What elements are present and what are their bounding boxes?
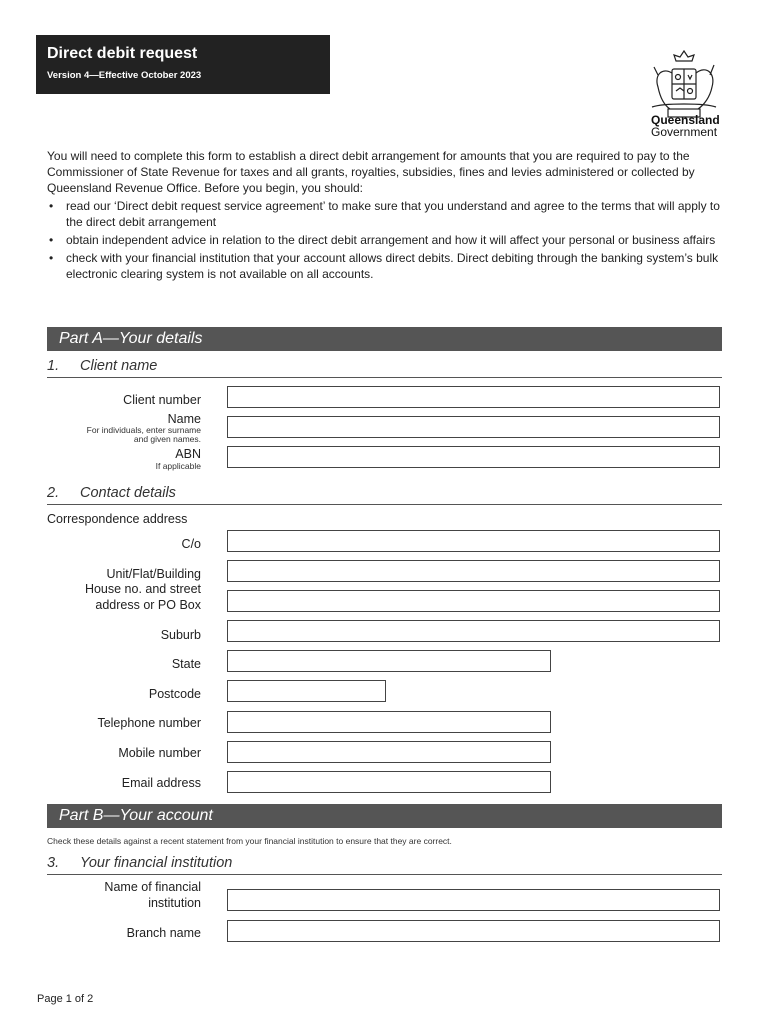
intro-block xyxy=(47,148,727,282)
telephone-input[interactable] xyxy=(227,711,551,733)
abn-hint: If applicable xyxy=(155,461,201,471)
page-number: Page 1 of 2 xyxy=(37,993,94,1005)
intro-bullet-list xyxy=(47,198,727,282)
client-number-label: Client number xyxy=(123,393,201,407)
abn-input[interactable] xyxy=(227,446,720,468)
branch-name-input[interactable] xyxy=(227,920,720,942)
part-b-title: Part B—Your account xyxy=(59,807,213,824)
section-number: 1. xyxy=(47,358,60,374)
name-label: Name xyxy=(167,412,201,426)
telephone-label: Telephone number xyxy=(97,716,201,730)
part-a-title: Part A—Your details xyxy=(59,330,203,347)
co-input[interactable] xyxy=(227,530,720,552)
address-line-2-input[interactable] xyxy=(227,590,720,612)
mobile-label: Mobile number xyxy=(118,746,201,760)
section-title: Contact details xyxy=(80,485,176,501)
form-title: Direct debit request xyxy=(47,45,198,62)
logo-queensland-text: Queensland xyxy=(651,113,720,127)
abn-label: ABN xyxy=(175,447,201,461)
financial-institution-label-1: Name of financial xyxy=(104,880,201,894)
intro-bullet: • check with your financial institution that your account allows direct debits. Direct debiting through the banking system’s bulk electronic clearing system is not available on all accounts. xyxy=(47,250,727,282)
suburb-label: Suburb xyxy=(160,628,201,642)
financial-institution-input[interactable] xyxy=(227,889,720,911)
postcode-input[interactable] xyxy=(227,680,386,702)
co-label: C/o xyxy=(181,537,201,551)
state-input[interactable] xyxy=(227,650,551,672)
financial-institution-label-2: institution xyxy=(148,896,201,910)
mobile-input[interactable] xyxy=(227,741,551,763)
branch-name-label: Branch name xyxy=(126,926,201,940)
logo-government-text: Government xyxy=(651,125,718,139)
section-number: 2. xyxy=(47,485,60,501)
part-b-note: Check these details against a recent statement from your financial institution to ensure that they are correct. xyxy=(47,836,452,846)
address-label-3: address or PO Box xyxy=(95,598,201,612)
section-1-header xyxy=(47,357,722,378)
address-line-1-input[interactable] xyxy=(227,560,720,582)
section-3-header xyxy=(47,854,722,875)
part-a-header xyxy=(47,327,722,351)
section-number: 3. xyxy=(47,855,60,871)
title-box xyxy=(36,35,330,94)
part-b-header xyxy=(47,804,722,828)
intro-paragraph: You will need to complete this form to establish a direct debit arrangement for amounts that you are required to pay to the Commissioner of State Revenue for taxes and all grants, royalties, subsidies, fines and levies administered or collected by Queensland Revenue Office. Before you begin, you should: xyxy=(47,149,695,195)
email-input[interactable] xyxy=(227,771,551,793)
form-version: Version 4—Effective October 2023 xyxy=(47,70,202,81)
correspondence-address-label: Correspondence address xyxy=(47,512,188,526)
name-hint-1: For individuals, enter surname xyxy=(86,425,201,435)
intro-bullet: • read our ‘Direct debit request service agreement’ to make sure that you understand and agree to the terms that will apply to the direct debit arrangement xyxy=(47,198,727,230)
intro-bullet: • obtain independent advice in relation to the direct debit arrangement and how it will affect your personal or business affairs xyxy=(47,232,727,248)
section-title: Your financial institution xyxy=(80,855,233,871)
section-title: Client name xyxy=(80,358,158,374)
suburb-input[interactable] xyxy=(227,620,720,642)
state-label: State xyxy=(171,657,201,671)
name-input[interactable] xyxy=(227,416,720,438)
name-hint-2: and given names. xyxy=(133,434,201,444)
email-label: Email address xyxy=(121,776,201,790)
postcode-label: Postcode xyxy=(148,687,201,701)
address-label-2: House no. and street xyxy=(84,582,201,596)
address-label-1: Unit/Flat/Building xyxy=(106,567,201,581)
section-2-header xyxy=(47,484,722,505)
client-number-input[interactable] xyxy=(227,386,720,408)
